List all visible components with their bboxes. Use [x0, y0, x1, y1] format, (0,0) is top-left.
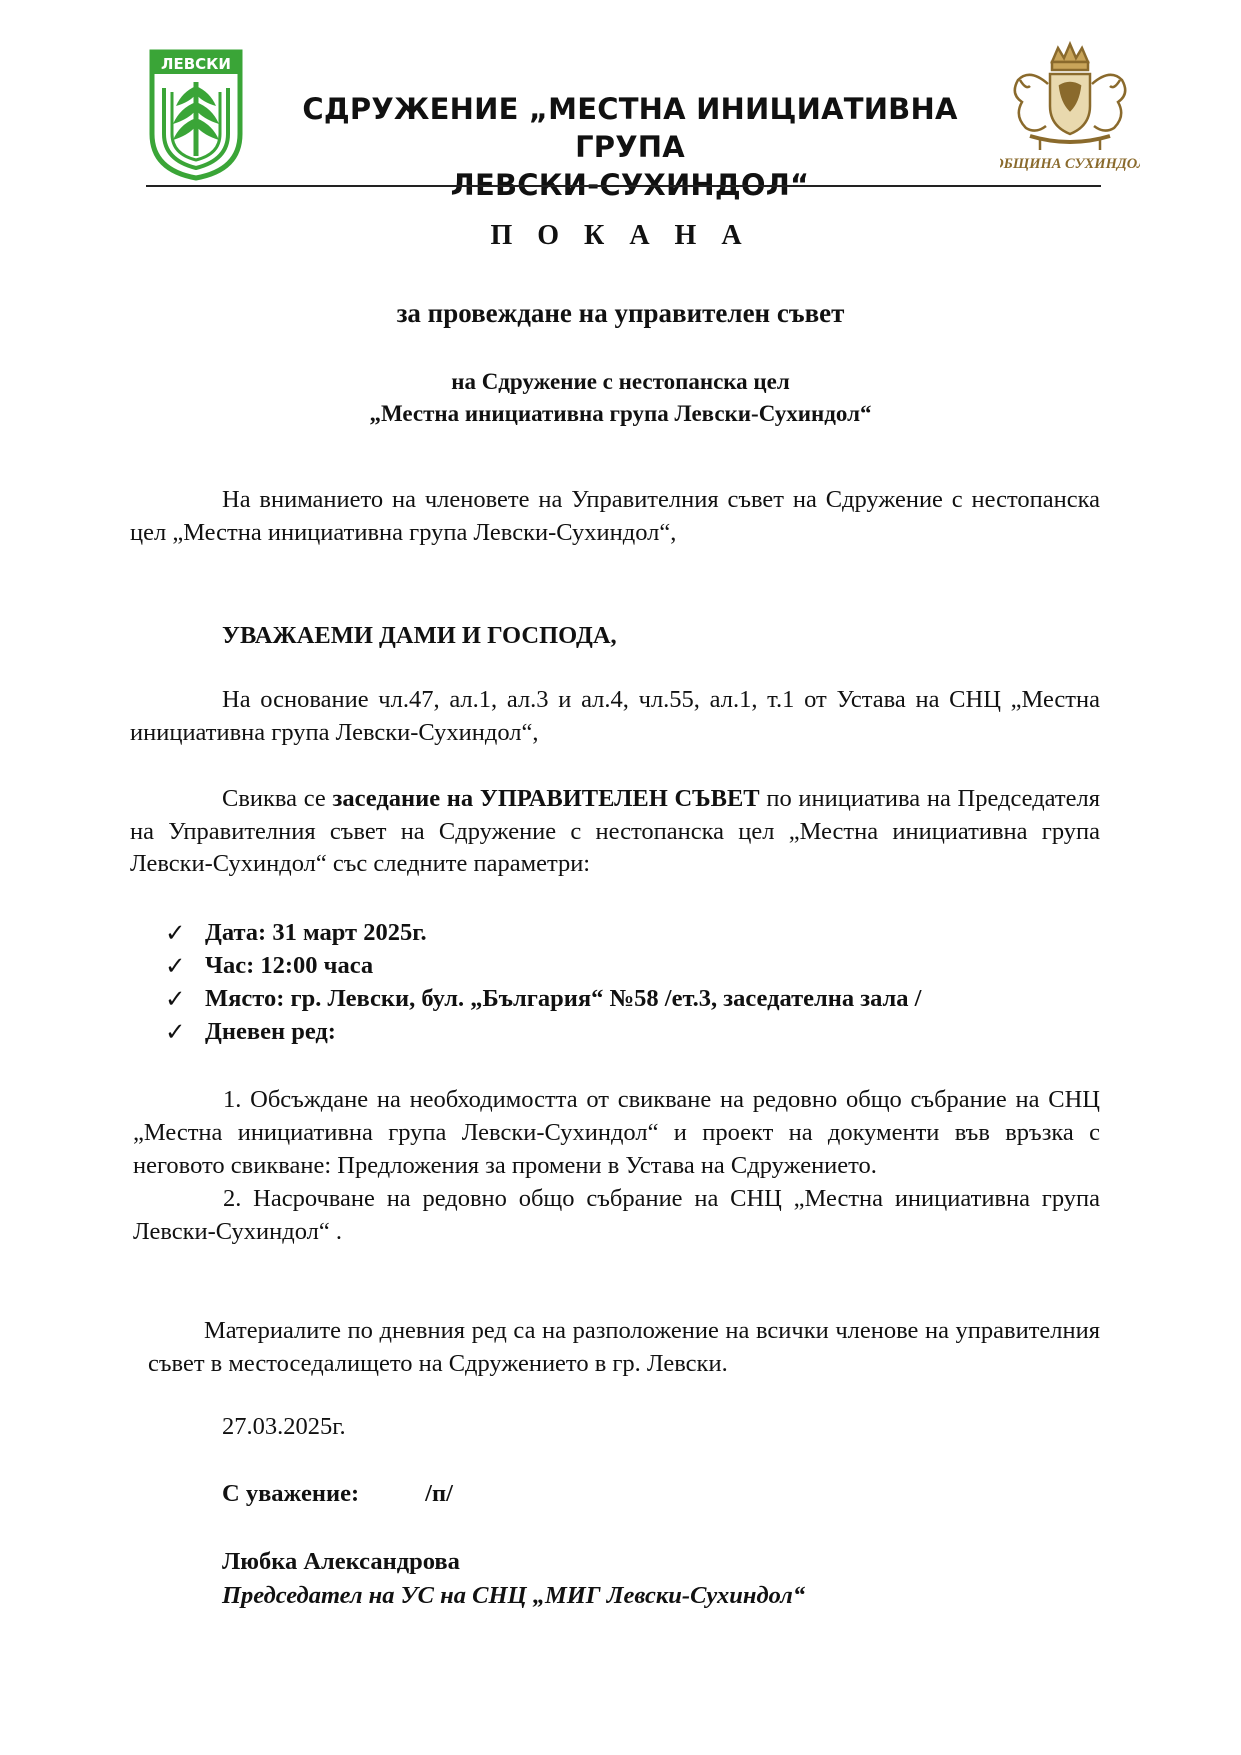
checkmark-icon: ✓ — [165, 984, 186, 1013]
meeting-place: Място: гр. Левски, бул. „България“ №58 /ет.3, заседателна зала / — [205, 985, 922, 1012]
meeting-agenda-label: Дневен ред: — [205, 1018, 336, 1045]
header-divider — [146, 185, 1101, 187]
list-item — [165, 916, 1115, 949]
meeting-date: Дата: 31 март 2025г. — [205, 919, 427, 946]
convocation-paragraph — [130, 783, 1100, 881]
agenda-item: 2. Насрочване на редовно общо събрание на СНЦ „Местна инициативна група Левски-Сухиндол“ . — [133, 1185, 1100, 1245]
list-item — [165, 949, 1115, 982]
legal-basis-paragraph: На основание чл.47, ал.1, ал.3 и ал.4, чл.55, ал.1, т.1 от Устава на СНЦ „Местна инициативна група Левски-Сухиндол“, — [130, 686, 1100, 746]
document-title: П О К А Н А — [490, 220, 751, 251]
suhindol-logo — [1000, 40, 1140, 175]
suhindol-logo-text: ОБЩИНА СУХИНДОЛ — [1000, 156, 1140, 172]
checkmark-icon: ✓ — [165, 951, 186, 980]
list-item — [165, 982, 1115, 1015]
addressee-paragraph: На вниманието на членовете на Управителния съвет на Сдружение с нестопанска цел „Местна инициативна група Левски-Сухиндол“, — [130, 486, 1100, 546]
document-organization — [0, 366, 1241, 430]
greeting: УВАЖАЕМИ ДАМИ И ГОСПОДА, — [222, 622, 617, 649]
meeting-parameters-list — [165, 916, 1115, 1048]
list-item — [165, 1015, 1115, 1048]
agenda-items — [133, 1083, 1100, 1248]
levski-wheat-emblem-icon — [146, 48, 246, 182]
checkmark-icon: ✓ — [165, 918, 186, 947]
regards-text: С уважение: — [222, 1480, 360, 1507]
document-date: 27.03.2025г. — [222, 1413, 346, 1440]
meeting-time: Час: 12:00 часа — [205, 952, 374, 979]
signature-mark: /п/ — [425, 1480, 453, 1507]
materials-paragraph: Материалите по дневния ред са на разположение на всички членове на управителния съвет в местоседалището на Сдружението в гр. Левски. — [148, 1317, 1100, 1377]
organization-title-line1: СДРУЖЕНИЕ „МЕСТНА ИНИЦИАТИВНА ГРУПА — [302, 92, 958, 164]
document-organization-line1: на Сдружение с нестопанска цел — [451, 369, 790, 394]
document-subtitle: за провеждане на управителен съвет — [396, 298, 845, 328]
closing-line — [222, 1480, 453, 1508]
levski-logo — [146, 48, 246, 182]
levski-logo-text: ЛЕВСКИ — [161, 55, 231, 73]
convocation-text-bold: заседание на УПРАВИТЕЛЕН СЪВЕТ — [332, 785, 760, 812]
signer-name: Любка Александрова — [222, 1548, 460, 1575]
convocation-text-before: Свиква се — [222, 785, 333, 812]
signer-role: Председател на УС на СНЦ „МИГ Левски-Сухиндол“ — [222, 1582, 806, 1609]
agenda-item: 1. Обсъждане на необходимостта от свикване на редовно общо събрание на СНЦ „Местна инициативна група Левски-Сухиндол“ и проект на документи във връзка с неговото свикване: Предложения за промени в Устава на Сдружението. — [133, 1086, 1100, 1179]
checkmark-icon: ✓ — [165, 1017, 186, 1046]
organization-title-line2: ЛЕВСКИ-СУХИНДОЛ“ — [450, 168, 810, 202]
document-organization-line2: „Местна инициативна група Левски-Сухиндол“ — [369, 401, 872, 426]
convocation-text-after: по инициатива на Председателя на Управителния съвет на Сдружение с нестопанска цел „Местна инициативна група Левски-Сухиндол“ със следните параметри: — [130, 785, 1100, 877]
suhindol-coat-of-arms-icon — [1000, 40, 1140, 175]
